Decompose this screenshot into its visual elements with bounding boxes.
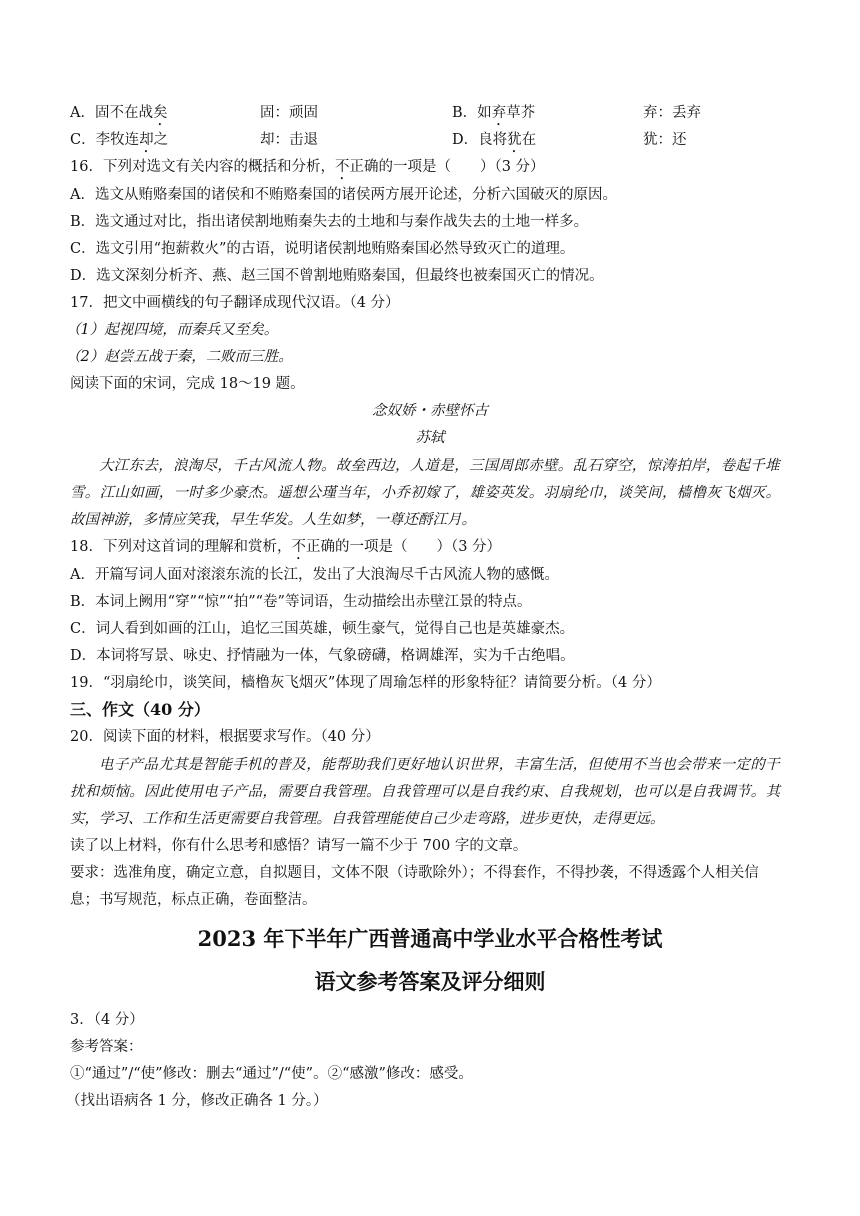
q15-option-c: C．李牧连却之: [70, 132, 169, 148]
q15-option-c-gloss: 却：击退: [260, 132, 318, 148]
q15-option-b-gloss: 弃：丢弃: [643, 105, 701, 121]
q18-stem: 18．下列对这首词的理解和赏析，不正确的一项是（ ）（3 分）: [70, 539, 502, 555]
q20-stem: 20．阅读下面的材料，根据要求写作。（40 分）: [70, 729, 380, 745]
q20-material-1: 电子产品尤其是智能手机的普及，能帮助我们更好地认识世界，丰富生活，但使用不当也会带来一定的干: [99, 757, 780, 773]
q16-option-b: B．选文通过对比，指出诸侯割地贿秦失去的土地和与秦作战失去的土地一样多。: [70, 214, 589, 230]
q16-stem: 16．下列对选文有关内容的概括和分析，不正确的一项是（ ）（3 分）: [70, 159, 545, 175]
q15-option-d-gloss: 犹：还: [643, 132, 687, 148]
q20-requirements-2: 息；书写规范，标点正确，卷面整洁。: [70, 892, 317, 908]
poem-line-1: 大江东去，浪淘尽，千古风流人物。故垒西边，人道是，三国周郎赤壁。乱石穿空，惊涛拍岸，卷起千堆: [99, 458, 780, 474]
q17-sentence-1: （1）起视四境，而秦兵又至矣。: [66, 322, 279, 338]
q20-material-3: 实，学习、工作和生活更需要自我管理。自我管理能使自己少走弯路，进步更快，走得更远。: [70, 811, 665, 827]
q20-requirements-1: 要求：选准角度，确定立意，自拟题目，文体不限（诗歌除外）；不得套作，不得抄袭，不得透露个人相关信: [70, 865, 759, 881]
answer-3-note: （找出语病各 1 分，修改正确各 1 分。）: [66, 1093, 328, 1109]
q15-option-a: A．固不在战矣: [70, 105, 168, 121]
answer-3-body: ①“通过”/“使”修改：删去“通过”/“使”。②“感激”修改：感受。: [70, 1066, 473, 1082]
q17-sentence-2: （2）赵尝五战于秦，二败而三胜。: [66, 349, 293, 365]
q15-option-d: D．良将犹在: [452, 132, 537, 148]
q17-stem: 17．把文中画横线的句子翻译成现代汉语。（4 分）: [70, 295, 400, 311]
q18-option-d: D．本词将写景、咏史、抒情融为一体，气象磅礴，格调雄浑，实为千古绝唱。: [70, 648, 575, 664]
poem-title: 念奴娇・赤壁怀古: [372, 403, 488, 419]
poem-line-3: 故国神游，多情应笑我，早生华发。人生如梦，一尊还酹江月。: [70, 512, 476, 528]
q16-option-c: C．选文引用“抱薪救火”的古语，说明诸侯割地贿赂秦国必然导致灭亡的道理。: [70, 241, 575, 257]
q19-stem: 19．“羽扇纶巾，谈笑间，樯橹灰飞烟灭”体现了周瑜怎样的形象特征？请简要分析。（4 分）: [70, 675, 661, 691]
q18-option-a: A．开篇写词人面对滚滚东流的长江，发出了大浪淘尽千古风流人物的感慨。: [70, 567, 559, 583]
answer-title-2: 语文参考答案及评分细则: [314, 969, 546, 994]
q20-prompt: 读了以上材料，你有什么思考和感悟？请写一篇不少于 700 字的文章。: [70, 838, 528, 854]
answer-3-label: 参考答案：: [70, 1039, 143, 1055]
q15-option-a-gloss: 固：顽固: [260, 105, 318, 121]
poem-author: 苏轼: [415, 430, 445, 446]
q20-material-2: 扰和烦恼。因此使用电子产品，需要自我管理。自我管理可以是自我约束、自我规划，也可以是自我调节。其: [70, 784, 781, 800]
answer-title-1: 2023 年下半年广西普通高中学业水平合格性考试: [197, 926, 663, 951]
section-3-heading: 三、作文（40 分）: [70, 700, 210, 719]
q18-option-c: C．词人看到如画的江山，追忆三国英雄，顿生豪气，觉得自己也是英雄豪杰。: [70, 621, 575, 637]
q15-option-b: B．如弃草芥: [452, 105, 536, 121]
answer-3-head: 3．（4 分）: [70, 1012, 144, 1028]
poem-line-2: 雪。江山如画，一时多少豪杰。遥想公瑾当年，小乔初嫁了，雄姿英发。羽扇纶巾，谈笑间，樯橹灰飞烟灭。: [70, 485, 781, 501]
q16-option-a: A．选文从贿赂秦国的诸侯和不贿赂秦国的诸侯两方展开论述，分析六国破灭的原因。: [70, 187, 617, 203]
q16-option-d: D．选文深刻分析齐、燕、赵三国不曾割地贿赂秦国，但最终也被秦国灭亡的情况。: [70, 268, 604, 284]
reading-intro: 阅读下面的宋词，完成 18～19 题。: [70, 376, 305, 392]
q18-option-b: B．本词上阙用“穿”“惊”“拍”“卷”等词语，生动描绘出赤壁江景的特点。: [70, 594, 532, 610]
